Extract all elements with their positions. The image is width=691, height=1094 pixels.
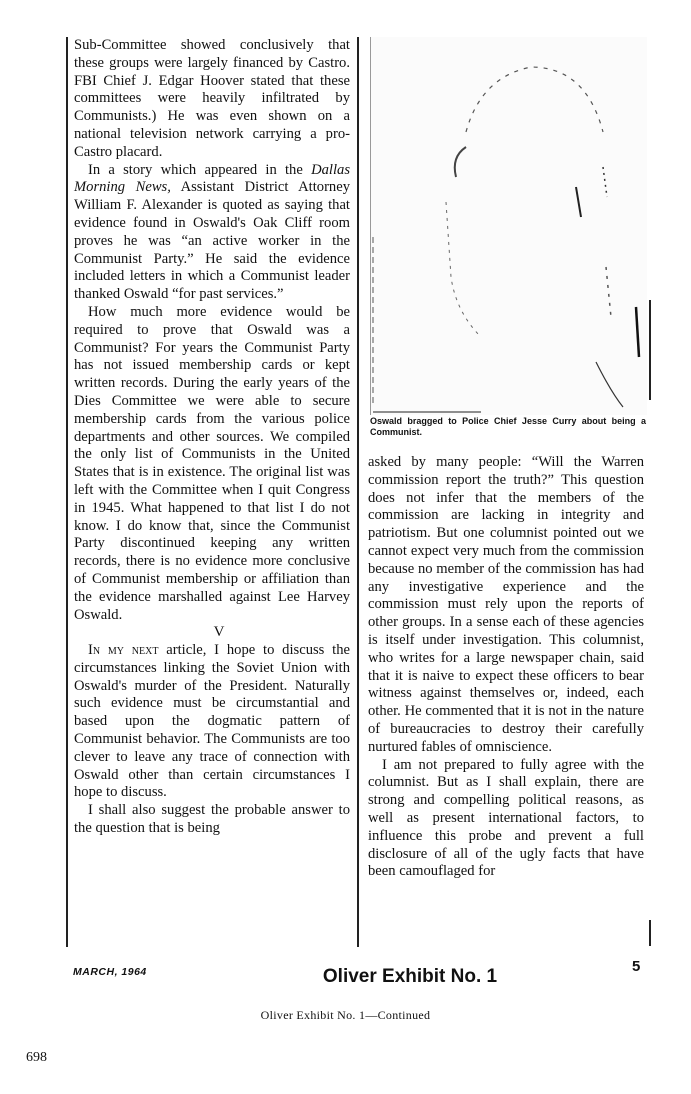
right-paragraph-1: asked by many people: “Will the Warren commission report the truth?” This question does not infer that the members of the commission are lacking in integrity and patriotism. But one columnist pointed out we cannot expect very much from the commission because no member of the commission has had any investigative experience and the commission must rely upon the reports of other groups. In a sense each of these agencies is itself under investigation. This columnist, who writes for a large newspaper chain, said that it is naive to expect these officers to bear witness against themselves or, indeed, each other. He commented that it is not in the nature of bureaucracies to destroy their carefully nurtured fables of omniscience. [368,454,644,755]
right-column-rule-lower [649,920,651,946]
photo-caption: Oswald bragged to Police Chief Jesse Curry about being a Communist. [370,416,646,437]
left-paragraph-4 [74,642,350,802]
oswald-photo [370,37,647,415]
section-mark: V [213,624,225,641]
magazine-page-number: 5 [632,958,641,975]
volume-page-number: 698 [26,1050,47,1065]
left-column-rule [66,37,68,947]
left-column [74,37,350,838]
right-column-rule [649,300,651,400]
left-paragraph-3: How much more evidence would be required to prove that Oswald was a Communist? For years the Communist Party has not issued membership cards or kept written records. During the early years of the Dies Committee we were able to secure membership cards from the various police departments and other sources. We compiled the only list of Communists in the United States that is in existence. The original list was left with the Committee when I quit Congress in 1945. What happened to that list I do not know. I do know that, since the Communist Party discontinued keeping any written records, there is no evidence more conclusive of Communist membership or affiliation than the evidence marshalled against Lee Harvey Oswald. [74,303,350,623]
left-paragraph-2 [74,162,350,304]
paragraph-4-rest: article, I hope to discuss the circumstances linking the Soviet Union with Oswald's murder of the President. Naturally such evidence must be circumstantial and based upon the dogmatic pattern of Communist behavior. The Communists are too clever to leave any trace of connection with Oswald other than certain circumstances I hope to discuss. [74,642,350,801]
newspaper-title: Dallas Morning News, [74,161,350,196]
left-paragraph-5: I shall also suggest the probable answer to the question that is being [74,802,350,837]
photo-sketch [371,37,647,415]
paragraph-2-rest: Assistant District Attorney William F. Alexander is quoted as saying that evidence found in Oswald's Oak Cliff room proves he was “an active worker in the Communist Party.” He said the evidence included letters in which a Communist leader thanked Oswald “for past services.” [74,179,350,303]
right-paragraph-2: I am not prepared to fully agree with the columnist. But as I shall explain, there are strong and compelling political reasons, as well as present international factors, to influence this probe and prevent a full disclosure of all of the ugly facts that have been camouflaged for [368,756,644,880]
center-column-rule [357,37,359,947]
paragraph-2-start: In a story which appeared in the [88,161,312,178]
issue-date: MARCH, 1964 [73,966,147,978]
exhibit-label: Oliver Exhibit No. 1 [322,966,498,987]
left-paragraph-1: Sub-Committee showed conclusively that these groups were largely financed by Castro. FBI Chief J. Edgar Hoover stated that these committees were heavily infiltrated by Communists.) He was even shown on a national television network carrying a pro-Castro placard. [74,37,350,160]
right-column [368,454,644,881]
exhibit-continued-line: Oliver Exhibit No. 1—Continued [260,1008,431,1022]
paragraph-4-lead: In my next [88,642,159,659]
